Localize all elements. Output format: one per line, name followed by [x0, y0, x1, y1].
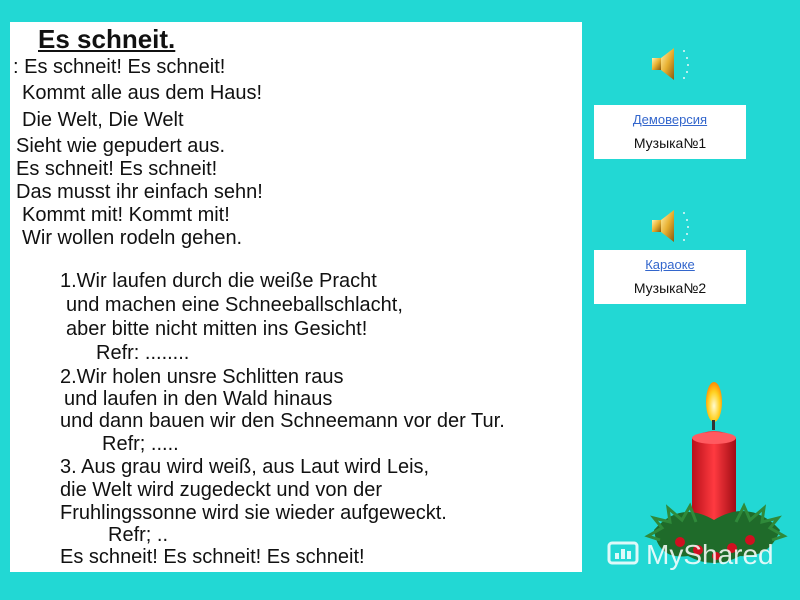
lyric-line: Refr: ........ — [96, 342, 190, 364]
presentation-icon — [606, 537, 642, 571]
lyric-line: Kommt alle aus dem Haus! — [22, 82, 263, 104]
watermark — [606, 535, 786, 575]
speaker-icon[interactable] — [648, 208, 698, 244]
lyric-line: Sieht wie gepudert aus. — [16, 135, 226, 157]
media-box-karaoke — [594, 250, 746, 304]
demo-version-link[interactable]: Демоверсия — [632, 112, 708, 127]
lyric-line: Es schneit! Es schneit! Es schneit! — [60, 546, 365, 568]
music-label: Музыка№1 — [633, 135, 707, 151]
lyric-line: aber bitte nicht mitten ins Gesicht! — [66, 318, 368, 340]
lyric-line: : Es schneit! Es schneit! — [13, 56, 226, 78]
lyric-line: Das musst ihr einfach sehn! — [16, 181, 263, 203]
lyric-line: Refr; ..... — [102, 433, 179, 455]
lyric-line: Es schneit! Es schneit! — [16, 158, 218, 180]
music-label: Музыка№2 — [633, 280, 707, 296]
lyric-line: Wir wollen rodeln gehen. — [22, 227, 243, 249]
lyric-line: die Welt wird zugedeckt und von der — [60, 479, 383, 501]
song-title: Es schneit. — [38, 24, 176, 54]
lyric-line: und laufen in den Wald hinaus — [64, 388, 333, 410]
lyric-line: 2.Wir holen unsre Schlitten raus — [60, 366, 344, 388]
lyric-line: und dann bauen wir den Schneemann vor der Tur. — [60, 410, 505, 432]
karaoke-link[interactable]: Караоке — [645, 257, 695, 272]
lyric-line: 1.Wir laufen durch die weiße Pracht — [60, 270, 377, 292]
watermark-text: MyShared — [646, 539, 774, 570]
speaker-icon[interactable] — [648, 46, 698, 82]
lyric-line: Die Welt, Die Welt — [22, 109, 184, 131]
media-box-demo — [594, 105, 746, 159]
lyric-line: Refr; .. — [108, 524, 169, 546]
lyric-line: Fruhlingssonne wird sie wieder aufgeweckt. — [60, 502, 447, 524]
lyric-line: 3. Aus grau wird weiß, aus Laut wird Leis, — [60, 456, 430, 478]
lyric-line: Kommt mit! Kommt mit! — [22, 204, 230, 226]
lyric-line: und machen eine Schneeballschlacht, — [66, 294, 403, 316]
